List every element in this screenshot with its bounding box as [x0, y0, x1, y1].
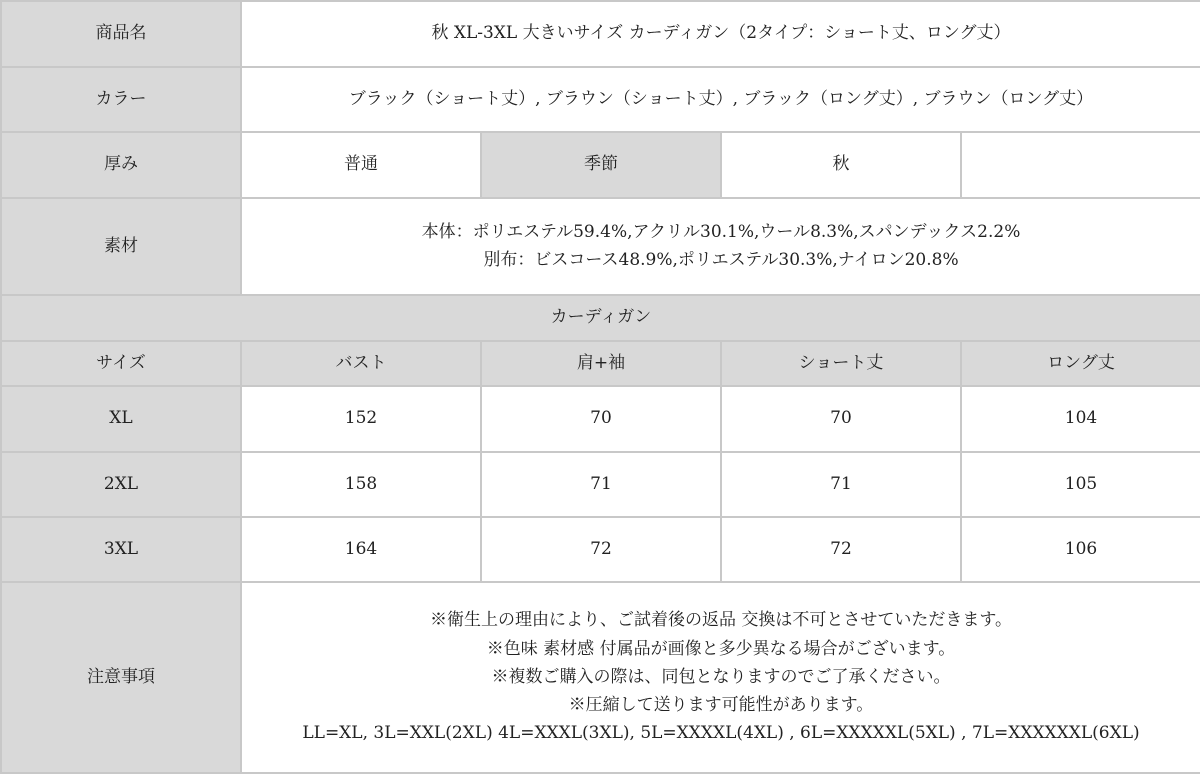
material-value: [241, 198, 1200, 295]
product-name-row: [1, 1, 1200, 67]
material-label: 素材: [1, 198, 241, 295]
product-name-value: 秋 XL-3XL 大きいサイズ カーディガン（2タイプ：ショート丈、ロング丈）: [241, 1, 1200, 67]
color-value: ブラック（ショート丈）, ブラウン（ショート丈）, ブラック（ロング丈）, ブラウン（ロング丈）: [241, 67, 1200, 132]
bust-cell: 158: [241, 452, 481, 517]
table-row: [1, 452, 1200, 517]
shoulder-sleeve-cell: 71: [481, 452, 721, 517]
short-length-cell: 72: [721, 517, 961, 582]
note-line: ※圧縮して送ります可能性があります。: [568, 695, 874, 716]
material-line-main: 本体：ポリエステル59.4%,アクリル30.1%,ウール8.3%,スパンデックス2.2%: [421, 222, 1021, 243]
product-name-label: 商品名: [1, 1, 241, 67]
long-length-cell: 104: [961, 386, 1200, 452]
season-value: 秋: [721, 132, 961, 198]
size-cell: 2XL: [1, 452, 241, 517]
thickness-value: 普通: [241, 132, 481, 198]
notes-label: 注意事項: [1, 582, 241, 773]
bust-cell: 164: [241, 517, 481, 582]
thickness-label: 厚み: [1, 132, 241, 198]
header-size: サイズ: [1, 341, 241, 386]
header-shoulder-sleeve: 肩+袖: [481, 341, 721, 386]
table-row: [1, 386, 1200, 452]
size-table-title: カーディガン: [1, 295, 1200, 341]
material-row: [1, 198, 1200, 295]
material-line-sub: 別布：ビスコース48.9%,ポリエステル30.3%,ナイロン20.8%: [483, 249, 959, 270]
shoulder-sleeve-cell: 72: [481, 517, 721, 582]
header-bust: バスト: [241, 341, 481, 386]
note-line: ※衛生上の理由により、ご試着後の返品 交換は不可とさせていただきます。: [429, 610, 1013, 631]
short-length-cell: 70: [721, 386, 961, 452]
thickness-row: [1, 132, 1200, 198]
table-row: [1, 517, 1200, 582]
season-label: 季節: [481, 132, 721, 198]
header-long-length: ロング丈: [961, 341, 1200, 386]
size-cell: XL: [1, 386, 241, 452]
size-table-title-row: [1, 295, 1200, 341]
color-label: カラー: [1, 67, 241, 132]
short-length-cell: 71: [721, 452, 961, 517]
notes-value: [241, 582, 1200, 773]
notes-row: [1, 582, 1200, 773]
long-length-cell: 106: [961, 517, 1200, 582]
note-line: ※色味 素材感 付属品が画像と多少異なる場合がございます。: [486, 638, 956, 659]
color-row: [1, 67, 1200, 132]
header-short-length: ショート丈: [721, 341, 961, 386]
size-header-row: [1, 341, 1200, 386]
thickness-extra-cell: [961, 132, 1200, 198]
size-conversion-line: LL=XL, 3L=XXL(2XL) 4L=XXXL(3XL), 5L=XXXXL(4XL) , 6L=XXXXXL(5XL) , 7L=XXXXXXL(6XL): [302, 723, 1140, 744]
long-length-cell: 105: [961, 452, 1200, 517]
shoulder-sleeve-cell: 70: [481, 386, 721, 452]
note-line: ※複数ご購入の際は、同包となりますのでご了承ください。: [491, 666, 951, 687]
bust-cell: 152: [241, 386, 481, 452]
size-cell: 3XL: [1, 517, 241, 582]
